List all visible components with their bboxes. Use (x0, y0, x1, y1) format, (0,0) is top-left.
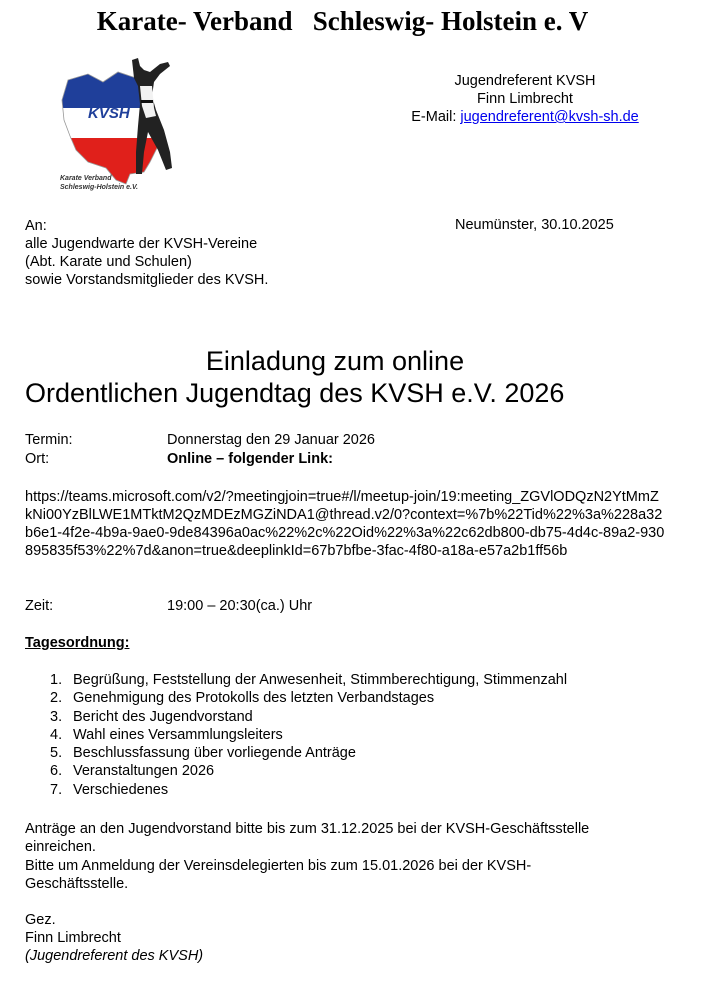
logo-caption-2: Schleswig-Holstein e.V. (60, 184, 138, 191)
email-link[interactable]: jugendreferent@kvsh-sh.de (460, 109, 639, 125)
ort-row (25, 451, 333, 467)
zeit-value: 19:00 – 20:30(ca.) Uhr (167, 598, 313, 614)
signature-name: Finn Limbrecht (25, 930, 121, 946)
list-item (50, 671, 567, 689)
agenda-title: Tagesordnung: (25, 635, 130, 651)
item-text: Bericht des Jugendvorstand (73, 708, 253, 725)
logo-text: KVSH (88, 105, 130, 122)
recipient-line: An: (25, 218, 47, 234)
list-item (50, 708, 567, 726)
agenda-list (50, 671, 567, 799)
meeting-link[interactable]: https://teams.microsoft.com/v2/?meetingjoin=true#/l/meetup-join/19:meeting_ZGVlODQzN2YtMmZkNi00YzBlLWE1MTktM2QzMDEzMGZiNDA1@thread.v2/0?context=%7b%22Tid%22%3a%228a32b6e1-4f2e-4b9a-9ae0-9de84396a0ac%22%2c%22Oid%22%3a%22c62db800-db75-4d4c-89a2-930895835f53%22%7d&anon=true&deeplinkId=67b7bfbe-3fac-4f80-a18a-e57a2b1ff56b (25, 489, 665, 559)
item-text: Verschiedenes (73, 781, 169, 798)
letterhead-title: Karate- Verband Schleswig- Holstein e. V (96, 6, 589, 36)
heading-line-2: Ordentlichen Jugendtag des KVSH e.V. 2026 (25, 378, 565, 408)
item-number: 7. (50, 781, 63, 798)
notes-paragraph-2: Bitte um Anmeldung der Vereinsdelegierten bis zum 15.01.2026 bei der KVSH-Geschäftsstelle. (25, 858, 532, 892)
sender-block (390, 72, 660, 126)
item-number: 3. (50, 708, 63, 725)
item-text: Beschlussfassung über vorliegende Anträge (73, 745, 356, 762)
sender-role: Jugendreferent KVSH (454, 73, 596, 89)
list-item (50, 726, 567, 744)
signature-block (25, 911, 665, 965)
notes-paragraph-1: Anträge an den Jugendvorstand bitte bis zum 31.12.2025 bei der KVSH-Geschäftsstelle einreichen. (25, 821, 590, 855)
item-number: 4. (50, 726, 63, 743)
item-number: 6. (50, 763, 63, 780)
recipient-line: sowie Vorstandsmitglieder des KVSH. (25, 272, 269, 288)
item-text: Begrüßung, Feststellung der Anwesenheit, Stimmberechtigung, Stimmenzahl (73, 672, 568, 688)
ort-value: Online – folgender Link: (167, 451, 333, 467)
item-text: Wahl eines Versammlungsleiters (73, 726, 283, 743)
sender-email-line (390, 108, 660, 126)
list-item (50, 744, 567, 762)
recipient-block (25, 217, 268, 289)
letter-date: Neumünster, 30.10.2025 (455, 217, 614, 233)
kvsh-logo (48, 56, 198, 198)
recipient-line: alle Jugendwarte der KVSH-Vereine (25, 236, 258, 252)
item-number: 1. (50, 672, 63, 688)
list-item (50, 689, 567, 707)
email-label: E-Mail: (411, 109, 461, 125)
ort-label: Ort: (25, 451, 50, 467)
document-heading (25, 345, 665, 409)
recipient-line: (Abt. Karate und Schulen) (25, 254, 192, 270)
signature-role: (Jugendreferent des KVSH) (25, 948, 204, 964)
item-text: Genehmigung des Protokolls des letzten Verbandstages (73, 690, 435, 707)
list-item (50, 781, 567, 799)
termin-label: Termin: (25, 432, 73, 448)
item-number: 2. (50, 690, 63, 707)
termin-value: Donnerstag den 29 Januar 2026 (167, 432, 375, 448)
heading-line-1: Einladung zum online (205, 346, 465, 376)
termin-row (25, 432, 375, 448)
zeit-row (25, 598, 312, 614)
logo-caption-1: Karate Verband (60, 175, 112, 182)
item-number: 5. (50, 745, 63, 762)
zeit-label: Zeit: (25, 598, 54, 614)
signature-gez: Gez. (25, 912, 56, 928)
sender-name: Finn Limbrecht (477, 91, 573, 107)
list-item (50, 762, 567, 780)
item-text: Veranstaltungen 2026 (73, 763, 215, 780)
